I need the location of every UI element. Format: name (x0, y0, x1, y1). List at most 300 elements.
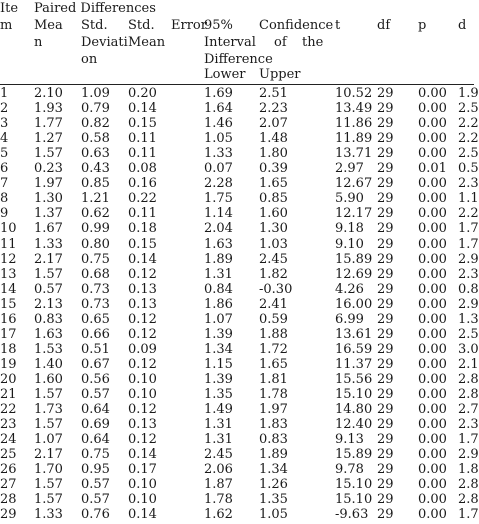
cell-ci-upper: 2.23 (259, 101, 288, 117)
cell-t-value: 12.67 (335, 176, 373, 192)
cell-std-error-mean: 0.16 (128, 176, 157, 192)
cell-item: 14 (0, 281, 17, 297)
cell-ci-upper: 1.26 (259, 477, 288, 493)
cell-d-value: 2.8 (458, 387, 479, 402)
cell-std-error-mean: 0.14 (128, 447, 157, 463)
cell-d-value: 2.5 (458, 146, 479, 162)
cell-mean: 1.63 (34, 326, 63, 342)
cell-p-value: 0.00 (418, 447, 447, 463)
cell-df: 29 (377, 86, 394, 101)
header-upper: Upper (259, 67, 301, 82)
cell-p-value: 0.00 (418, 221, 447, 237)
header-df: df (377, 18, 391, 33)
cell-p-value: 0.00 (418, 387, 447, 402)
cell-ci-upper: 1.80 (259, 146, 288, 162)
cell-mean: 0.23 (34, 161, 63, 177)
cell-d-value: 1.7 (458, 221, 479, 237)
cell-df: 29 (377, 402, 394, 418)
cell-d-value: 2.9 (458, 296, 479, 312)
cell-std-error-mean: 0.12 (128, 402, 157, 418)
cell-df: 29 (377, 356, 394, 372)
cell-std-error-mean: 0.11 (128, 131, 157, 147)
cell-t-value: 11.37 (335, 356, 373, 372)
cell-std-error-mean: 0.12 (128, 326, 157, 342)
cell-p-value: 0.00 (418, 462, 447, 478)
cell-p-value: 0.00 (418, 296, 447, 312)
cell-ci-lower: 1.69 (204, 86, 233, 101)
cell-p-value: 0.00 (418, 326, 447, 342)
cell-d-value: 1.1 (458, 191, 479, 207)
cell-ci-upper: 1.78 (259, 387, 288, 402)
cell-std-deviation: 0.82 (81, 116, 110, 132)
cell-std-error-mean: 0.08 (128, 161, 157, 177)
header-item: Ite (0, 1, 19, 16)
cell-p-value: 0.00 (418, 251, 447, 267)
cell-ci-upper: 0.39 (259, 161, 288, 177)
cell-d-value: 2.9 (458, 251, 479, 267)
cell-item: 28 (0, 492, 17, 508)
cell-ci-lower: 2.28 (204, 176, 233, 192)
cell-d-value: 0.5 (458, 161, 479, 177)
cell-df: 29 (377, 281, 394, 297)
cell-item: 15 (0, 296, 17, 312)
cell-ci-upper: 2.07 (259, 116, 288, 132)
cell-p-value: 0.00 (418, 492, 447, 508)
cell-ci-upper: 1.34 (259, 462, 288, 478)
cell-std-deviation: 0.64 (81, 402, 110, 418)
cell-df: 29 (377, 326, 394, 342)
cell-df: 29 (377, 492, 394, 508)
cell-df: 29 (377, 251, 394, 267)
cell-d-value: 2.3 (458, 266, 479, 282)
cell-df: 29 (377, 161, 394, 177)
cell-mean: 1.93 (34, 101, 63, 117)
cell-std-error-mean: 0.10 (128, 387, 157, 402)
cell-d-value: 1.7 (458, 507, 479, 523)
cell-mean: 1.57 (34, 477, 63, 493)
cell-df: 29 (377, 507, 394, 523)
cell-std-deviation: 0.63 (81, 146, 110, 162)
cell-t-value: 13.71 (335, 146, 373, 162)
cell-mean: 0.83 (34, 311, 63, 327)
cell-std-error-mean: 0.14 (128, 251, 157, 267)
cell-t-value: 9.13 (335, 432, 364, 448)
header-mean-cont: n (34, 35, 43, 50)
cell-std-deviation: 0.95 (81, 462, 110, 478)
cell-d-value: 2.7 (458, 402, 479, 418)
cell-p-value: 0.00 (418, 402, 447, 418)
cell-item: 1 (0, 86, 9, 101)
cell-ci-upper: 1.83 (259, 417, 288, 433)
cell-d-value: 2.8 (458, 371, 479, 387)
cell-mean: 1.57 (34, 146, 63, 162)
cell-ci-upper: 1.65 (259, 356, 288, 372)
cell-t-value: 16.59 (335, 341, 373, 357)
cell-item: 22 (0, 402, 17, 418)
header-std-deviation: Std. (81, 18, 108, 33)
cell-std-error-mean: 0.14 (128, 101, 157, 117)
cell-item: 12 (0, 251, 17, 267)
cell-p-value: 0.00 (418, 131, 447, 147)
cell-ci-lower: 1.63 (204, 236, 233, 252)
cell-item: 9 (0, 206, 9, 222)
cell-mean: 1.97 (34, 176, 63, 192)
cell-df: 29 (377, 176, 394, 192)
cell-df: 29 (377, 447, 394, 463)
cell-ci-lower: 2.45 (204, 447, 233, 463)
cell-ci-upper: 1.48 (259, 131, 288, 147)
cell-mean: 1.67 (34, 221, 63, 237)
cell-std-deviation: 1.21 (81, 191, 110, 207)
cell-df: 29 (377, 387, 394, 402)
cell-p-value: 0.00 (418, 206, 447, 222)
cell-mean: 1.57 (34, 417, 63, 433)
cell-df: 29 (377, 432, 394, 448)
header-paired-differences: Paired Differences (34, 1, 156, 16)
cell-t-value: 15.10 (335, 477, 373, 493)
cell-d-value: 2.2 (458, 131, 479, 147)
cell-ci-upper: 2.41 (259, 296, 288, 312)
cell-std-deviation: 0.69 (81, 417, 110, 433)
cell-item: 16 (0, 311, 17, 327)
cell-std-error-mean: 0.10 (128, 371, 157, 387)
cell-mean: 1.07 (34, 432, 63, 448)
cell-std-deviation: 0.76 (81, 507, 110, 523)
cell-ci-lower: 1.62 (204, 507, 233, 523)
cell-df: 29 (377, 266, 394, 282)
cell-std-error-mean: 0.14 (128, 507, 157, 523)
cell-std-error-mean: 0.10 (128, 492, 157, 508)
header-std-deviation-cont2: on (81, 52, 98, 67)
cell-ci-lower: 1.35 (204, 387, 233, 402)
cell-d-value: 2.1 (458, 356, 479, 372)
cell-item: 24 (0, 432, 17, 448)
header-std-error-mean: Mean (128, 35, 166, 50)
cell-df: 29 (377, 101, 394, 117)
cell-ci-lower: 2.04 (204, 221, 233, 237)
cell-std-deviation: 0.68 (81, 266, 110, 282)
cell-ci-lower: 1.46 (204, 116, 233, 132)
header-lower: Lower (204, 67, 246, 82)
header-ci-the: the (302, 35, 324, 50)
cell-std-error-mean: 0.13 (128, 296, 157, 312)
cell-std-deviation: 0.75 (81, 251, 110, 267)
cell-item: 13 (0, 266, 17, 282)
cell-t-value: 12.17 (335, 206, 373, 222)
cell-ci-upper: 0.85 (259, 191, 288, 207)
header-std-deviation-cont: Deviati (81, 35, 128, 50)
cell-ci-lower: 0.07 (204, 161, 233, 177)
cell-std-error-mean: 0.12 (128, 311, 157, 327)
cell-ci-lower: 1.78 (204, 492, 233, 508)
cell-std-deviation: 0.73 (81, 281, 110, 297)
cell-item: 20 (0, 371, 17, 387)
cell-std-deviation: 1.09 (81, 86, 110, 101)
header-t: t (335, 18, 341, 33)
cell-t-value: 14.80 (335, 402, 373, 418)
header-ci-difference: Difference (204, 52, 273, 67)
cell-ci-lower: 1.15 (204, 356, 233, 372)
cell-p-value: 0.00 (418, 371, 447, 387)
cell-ci-lower: 1.39 (204, 326, 233, 342)
cell-ci-lower: 1.31 (204, 432, 233, 448)
cell-ci-lower: 1.39 (204, 371, 233, 387)
cell-mean: 1.57 (34, 266, 63, 282)
cell-ci-upper: -0.30 (259, 281, 293, 297)
cell-ci-upper: 1.97 (259, 402, 288, 418)
cell-mean: 2.10 (34, 86, 63, 101)
cell-ci-lower: 2.06 (204, 462, 233, 478)
header-mean: Mea (34, 18, 63, 33)
cell-t-value: 2.97 (335, 161, 364, 177)
cell-ci-upper: 1.89 (259, 447, 288, 463)
cell-item: 18 (0, 341, 17, 357)
cell-p-value: 0.00 (418, 146, 447, 162)
cell-ci-upper: 1.82 (259, 266, 288, 282)
cell-t-value: 13.49 (335, 101, 373, 117)
cell-ci-upper: 0.83 (259, 432, 288, 448)
cell-ci-lower: 1.75 (204, 191, 233, 207)
cell-d-value: 2.2 (458, 206, 479, 222)
cell-ci-upper: 1.30 (259, 221, 288, 237)
cell-d-value: 2.8 (458, 477, 479, 493)
cell-df: 29 (377, 206, 394, 222)
cell-std-deviation: 0.57 (81, 477, 110, 493)
cell-std-error-mean: 0.12 (128, 432, 157, 448)
cell-mean: 1.33 (34, 236, 63, 252)
cell-std-deviation: 0.67 (81, 356, 110, 372)
cell-df: 29 (377, 371, 394, 387)
cell-mean: 2.17 (34, 447, 63, 463)
cell-std-deviation: 0.85 (81, 176, 110, 192)
header-d: d (458, 18, 467, 33)
cell-ci-lower: 1.49 (204, 402, 233, 418)
cell-mean: 2.13 (34, 296, 63, 312)
cell-t-value: 12.69 (335, 266, 373, 282)
cell-std-error-mean: 0.10 (128, 477, 157, 493)
cell-p-value: 0.00 (418, 281, 447, 297)
cell-mean: 1.70 (34, 462, 63, 478)
cell-p-value: 0.00 (418, 507, 447, 523)
cell-std-deviation: 0.79 (81, 101, 110, 117)
cell-std-error-mean: 0.12 (128, 266, 157, 282)
cell-item: 5 (0, 146, 9, 162)
cell-item: 25 (0, 447, 17, 463)
cell-p-value: 0.00 (418, 356, 447, 372)
cell-std-error-mean: 0.22 (128, 191, 157, 207)
cell-p-value: 0.00 (418, 477, 447, 493)
cell-item: 29 (0, 507, 17, 523)
cell-t-value: 11.89 (335, 131, 373, 147)
cell-ci-lower: 1.05 (204, 131, 233, 147)
cell-ci-lower: 1.86 (204, 296, 233, 312)
cell-ci-lower: 0.84 (204, 281, 233, 297)
cell-std-error-mean: 0.18 (128, 221, 157, 237)
cell-std-error-mean: 0.15 (128, 236, 157, 252)
cell-d-value: 2.2 (458, 116, 479, 132)
cell-std-deviation: 0.73 (81, 296, 110, 312)
cell-std-error-mean: 0.12 (128, 356, 157, 372)
cell-df: 29 (377, 146, 394, 162)
cell-mean: 1.37 (34, 206, 63, 222)
cell-p-value: 0.00 (418, 86, 447, 101)
cell-item: 19 (0, 356, 17, 372)
cell-ci-upper: 1.72 (259, 341, 288, 357)
cell-mean: 1.40 (34, 356, 63, 372)
cell-t-value: 9.18 (335, 221, 364, 237)
cell-df: 29 (377, 191, 394, 207)
cell-mean: 1.27 (34, 131, 63, 147)
cell-item: 4 (0, 131, 9, 147)
cell-item: 6 (0, 161, 9, 177)
cell-ci-lower: 1.33 (204, 146, 233, 162)
header-std-error-word: Error (171, 18, 207, 33)
cell-t-value: 6.99 (335, 311, 364, 327)
cell-mean: 1.30 (34, 191, 63, 207)
cell-ci-lower: 1.31 (204, 417, 233, 433)
cell-std-error-mean: 0.09 (128, 341, 157, 357)
cell-d-value: 1.7 (458, 236, 479, 252)
cell-t-value: 15.10 (335, 492, 373, 508)
cell-ci-lower: 1.14 (204, 206, 233, 222)
cell-df: 29 (377, 477, 394, 493)
cell-t-value: 12.40 (335, 417, 373, 433)
cell-item: 26 (0, 462, 17, 478)
cell-p-value: 0.00 (418, 311, 447, 327)
cell-t-value: 13.61 (335, 326, 373, 342)
cell-std-deviation: 0.66 (81, 326, 110, 342)
cell-d-value: 2.5 (458, 326, 479, 342)
cell-t-value: 10.52 (335, 86, 373, 101)
cell-p-value: 0.00 (418, 191, 447, 207)
cell-mean: 2.17 (34, 251, 63, 267)
cell-std-deviation: 0.64 (81, 432, 110, 448)
cell-t-value: 11.86 (335, 116, 373, 132)
cell-mean: 1.57 (34, 387, 63, 402)
cell-p-value: 0.00 (418, 432, 447, 448)
cell-std-deviation: 0.75 (81, 447, 110, 463)
cell-df: 29 (377, 417, 394, 433)
cell-mean: 1.73 (34, 402, 63, 418)
cell-t-value: 15.89 (335, 251, 373, 267)
cell-item: 10 (0, 221, 17, 237)
header-p: p (418, 18, 427, 33)
cell-std-error-mean: 0.20 (128, 86, 157, 101)
cell-d-value: 2.3 (458, 176, 479, 192)
cell-ci-upper: 1.65 (259, 176, 288, 192)
cell-std-deviation: 0.51 (81, 341, 110, 357)
cell-df: 29 (377, 221, 394, 237)
cell-p-value: 0.00 (418, 176, 447, 192)
header-item-cont: m (0, 18, 13, 33)
cell-df: 29 (377, 462, 394, 478)
cell-p-value: 0.00 (418, 417, 447, 433)
cell-ci-upper: 1.05 (259, 507, 288, 523)
cell-t-value: 15.10 (335, 387, 373, 402)
cell-item: 17 (0, 326, 17, 342)
cell-item: 2 (0, 101, 9, 117)
cell-p-value: 0.00 (418, 266, 447, 282)
cell-p-value: 0.00 (418, 116, 447, 132)
cell-t-value: 15.56 (335, 371, 373, 387)
cell-std-deviation: 0.57 (81, 492, 110, 508)
cell-t-value: 4.26 (335, 281, 364, 297)
cell-d-value: 2.3 (458, 417, 479, 433)
cell-df: 29 (377, 311, 394, 327)
cell-item: 7 (0, 176, 9, 192)
cell-d-value: 2.8 (458, 492, 479, 508)
cell-item: 23 (0, 417, 17, 433)
cell-std-deviation: 0.65 (81, 311, 110, 327)
cell-p-value: 0.00 (418, 101, 447, 117)
cell-std-deviation: 0.57 (81, 387, 110, 402)
cell-p-value: 0.00 (418, 236, 447, 252)
cell-std-deviation: 0.58 (81, 131, 110, 147)
cell-mean: 1.77 (34, 116, 63, 132)
cell-ci-lower: 1.64 (204, 101, 233, 117)
cell-ci-upper: 1.81 (259, 371, 288, 387)
cell-ci-upper: 1.88 (259, 326, 288, 342)
cell-std-deviation: 0.62 (81, 206, 110, 222)
cell-t-value: -9.63 (335, 507, 369, 523)
cell-std-error-mean: 0.15 (128, 116, 157, 132)
cell-t-value: 16.00 (335, 296, 373, 312)
cell-t-value: 15.89 (335, 447, 373, 463)
cell-df: 29 (377, 296, 394, 312)
cell-p-value: 0.01 (418, 161, 447, 177)
cell-mean: 1.57 (34, 492, 63, 508)
cell-mean: 1.60 (34, 371, 63, 387)
cell-std-error-mean: 0.13 (128, 281, 157, 297)
cell-d-value: 1.7 (458, 432, 479, 448)
cell-mean: 0.57 (34, 281, 63, 297)
cell-df: 29 (377, 341, 394, 357)
cell-df: 29 (377, 131, 394, 147)
header-ci-95: 95% (204, 18, 233, 33)
cell-d-value: 1.3 (458, 311, 479, 327)
cell-ci-lower: 1.89 (204, 251, 233, 267)
cell-mean: 1.33 (34, 507, 63, 523)
cell-std-error-mean: 0.11 (128, 146, 157, 162)
cell-std-deviation: 0.43 (81, 161, 110, 177)
cell-item: 27 (0, 477, 17, 493)
cell-p-value: 0.00 (418, 341, 447, 357)
cell-d-value: 0.8 (458, 281, 479, 297)
cell-d-value: 1.9 (458, 86, 479, 101)
header-rule (0, 84, 474, 85)
header-ci-of: of (274, 35, 287, 50)
cell-d-value: 3.0 (458, 341, 479, 357)
cell-ci-upper: 2.51 (259, 86, 288, 101)
cell-d-value: 2.9 (458, 447, 479, 463)
cell-std-error-mean: 0.11 (128, 206, 157, 222)
header-ci-confidence: Confidence (259, 18, 334, 33)
cell-t-value: 9.10 (335, 236, 364, 252)
cell-ci-lower: 1.07 (204, 311, 233, 327)
cell-ci-upper: 0.59 (259, 311, 288, 327)
cell-std-deviation: 0.99 (81, 221, 110, 237)
cell-item: 3 (0, 116, 9, 132)
cell-ci-lower: 1.87 (204, 477, 233, 493)
cell-item: 8 (0, 191, 9, 207)
cell-ci-lower: 1.31 (204, 266, 233, 282)
cell-std-error-mean: 0.13 (128, 417, 157, 433)
cell-ci-lower: 1.34 (204, 341, 233, 357)
cell-item: 11 (0, 236, 17, 252)
cell-mean: 1.53 (34, 341, 63, 357)
cell-std-deviation: 0.80 (81, 236, 110, 252)
cell-ci-upper: 1.60 (259, 206, 288, 222)
